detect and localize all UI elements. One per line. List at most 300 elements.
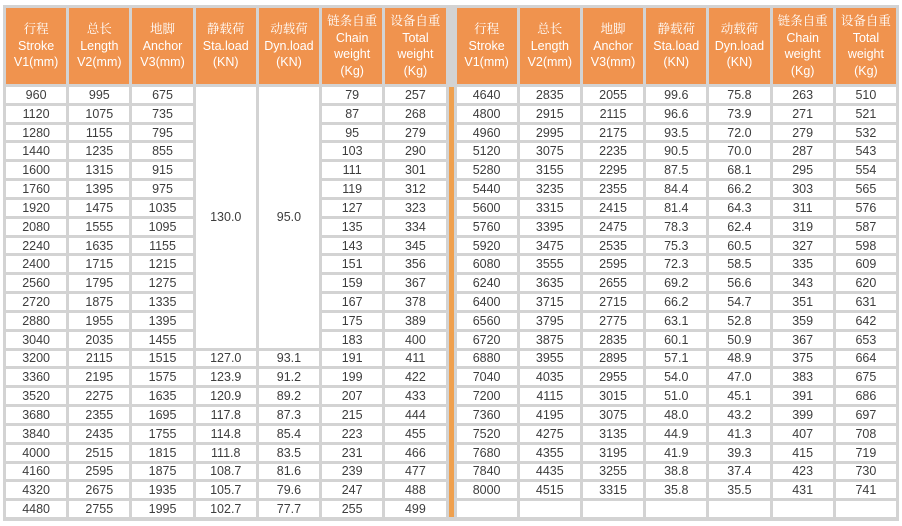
column-header-line: Chain [786, 30, 819, 45]
table-cell: 123.9 [196, 369, 256, 385]
table-cell: 367 [773, 332, 833, 348]
table-cell: 127.0 [196, 351, 256, 367]
table-cell: 343 [773, 275, 833, 291]
column-header-line: (KN) [663, 55, 690, 70]
column-header-line: weight [397, 47, 434, 61]
table-cell: 1155 [69, 125, 129, 141]
table-cell: 664 [836, 351, 896, 367]
table-cell: 60.5 [709, 238, 769, 254]
column-header-line: (Kg) [403, 63, 428, 78]
table-cell: 3715 [520, 294, 580, 310]
table-cell: 77.7 [259, 501, 319, 517]
table-cell: 223 [322, 426, 382, 442]
column-header [385, 8, 445, 84]
table-cell: 4115 [520, 388, 580, 404]
table-cell: 6720 [457, 332, 517, 348]
table-cell: 2195 [69, 369, 129, 385]
table-cell: 64.3 [709, 200, 769, 216]
column-header-line: Dyn.load [714, 38, 765, 53]
column-header [646, 8, 706, 84]
merged-load-cell: 95.0 [259, 87, 319, 348]
table-cell: 91.2 [259, 369, 319, 385]
table-cell: 6400 [457, 294, 517, 310]
table-cell: 319 [773, 219, 833, 235]
table-cell: 7360 [457, 407, 517, 423]
table-cell: 51.0 [646, 388, 706, 404]
table-cell: 3635 [520, 275, 580, 291]
table-cell: 3680 [6, 407, 66, 423]
table-cell: 5600 [457, 200, 517, 216]
table-cell: 103 [322, 143, 382, 159]
table-cell: 1475 [69, 200, 129, 216]
table-cell: 111.8 [196, 445, 256, 461]
column-header [69, 8, 129, 84]
column-header-line: 静载荷 [657, 22, 695, 37]
table-cell: 90.5 [646, 143, 706, 159]
column-header-line: Chain [335, 30, 369, 45]
table-cell: 99.6 [646, 87, 706, 103]
table-cell: 5760 [457, 219, 517, 235]
column-header-line: 总长 [86, 22, 112, 37]
table-cell: 6240 [457, 275, 517, 291]
table-cell: 6880 [457, 351, 517, 367]
column-header-line: Anchor [593, 38, 633, 53]
column-header-line: Sta.load [202, 38, 249, 53]
table-cell: 8000 [457, 482, 517, 498]
table-cell: 2435 [69, 426, 129, 442]
table-cell: 73.9 [709, 106, 769, 122]
table-cell: 56.6 [709, 275, 769, 291]
table-cell: 960 [6, 87, 66, 103]
table-cell: 263 [773, 87, 833, 103]
table-cell: 1815 [132, 445, 192, 461]
table-cell: 72.0 [709, 125, 769, 141]
table-cell: 466 [385, 445, 445, 461]
table-cell: 391 [773, 388, 833, 404]
table-cell: 151 [322, 256, 382, 272]
table-cell: 1795 [69, 275, 129, 291]
table-cell: 5440 [457, 181, 517, 197]
table-cell: 356 [385, 256, 445, 272]
table-cell: 60.1 [646, 332, 706, 348]
table-cell: 111 [322, 162, 382, 178]
table-cell: 2835 [583, 332, 643, 348]
table-cell: 1120 [6, 106, 66, 122]
table-cell: 4275 [520, 426, 580, 442]
table-cell: 351 [773, 294, 833, 310]
column-header-line: 链条自重 [777, 14, 828, 28]
table-cell: 5920 [457, 238, 517, 254]
table-cell: 4515 [520, 482, 580, 498]
table-cell: 1755 [132, 426, 192, 442]
table-cell: 4800 [457, 106, 517, 122]
table-cell: 975 [132, 181, 192, 197]
table-cell: 3040 [6, 332, 66, 348]
table-cell [457, 501, 517, 517]
table-cell: 2355 [69, 407, 129, 423]
table-cell: 3255 [583, 464, 643, 480]
table-cell: 675 [836, 369, 896, 385]
table-cell: 143 [322, 238, 382, 254]
table-cell: 95 [322, 125, 382, 141]
table-cell: 127 [322, 200, 382, 216]
table-cell: 175 [322, 313, 382, 329]
table-cell: 2655 [583, 275, 643, 291]
table-cell: 2035 [69, 332, 129, 348]
table-cell: 58.5 [709, 256, 769, 272]
table-cell: 66.2 [709, 181, 769, 197]
table-cell: 642 [836, 313, 896, 329]
table-cell: 455 [385, 426, 445, 442]
column-header-line: V3(mm) [140, 55, 185, 70]
column-header-line: (KN) [276, 55, 302, 70]
table-cell: 2515 [69, 445, 129, 461]
column-header [6, 8, 66, 84]
table-cell: 35.8 [646, 482, 706, 498]
column-header [520, 8, 580, 84]
table-cell: 2955 [583, 369, 643, 385]
table-cell: 93.5 [646, 125, 706, 141]
table-cell: 81.4 [646, 200, 706, 216]
table-cell: 499 [385, 501, 445, 517]
table-cell: 2595 [69, 464, 129, 480]
table-cell: 52.8 [709, 313, 769, 329]
table-cell: 5280 [457, 162, 517, 178]
table-cell: 183 [322, 332, 382, 348]
table-cell: 521 [836, 106, 896, 122]
table-cell: 3555 [520, 256, 580, 272]
table-cell: 50.9 [709, 332, 769, 348]
table-cell: 3235 [520, 181, 580, 197]
table-cell: 2755 [69, 501, 129, 517]
table-cell: 327 [773, 238, 833, 254]
table-cell: 2055 [583, 87, 643, 103]
table-cell: 79 [322, 87, 382, 103]
table-cell: 2235 [583, 143, 643, 159]
table-cell: 41.9 [646, 445, 706, 461]
table-cell: 119 [322, 181, 382, 197]
table-cell: 1875 [132, 464, 192, 480]
table-cell: 48.0 [646, 407, 706, 423]
table-cell: 4320 [6, 482, 66, 498]
table-cell: 93.1 [259, 351, 319, 367]
table-cell: 79.6 [259, 482, 319, 498]
table-cell: 279 [773, 125, 833, 141]
column-header [583, 8, 643, 84]
table-cell: 54.0 [646, 369, 706, 385]
table-cell: 686 [836, 388, 896, 404]
table-cell: 105.7 [196, 482, 256, 498]
column-header-line: V1(mm) [13, 55, 59, 70]
table-cell: 271 [773, 106, 833, 122]
table-cell: 415 [773, 445, 833, 461]
table-cell: 1335 [132, 294, 192, 310]
table-cell: 191 [322, 351, 382, 367]
table-cell: 75.8 [709, 87, 769, 103]
table-cell [583, 501, 643, 517]
column-header-line: 动载荷 [720, 22, 759, 37]
table-cell: 239 [322, 464, 382, 480]
column-header-line: 行程 [23, 22, 49, 37]
table-cell: 367 [385, 275, 445, 291]
table-cell: 3075 [583, 407, 643, 423]
table-cell: 85.4 [259, 426, 319, 442]
table-cell: 995 [69, 87, 129, 103]
table-cell: 741 [836, 482, 896, 498]
table-cell [646, 501, 706, 517]
column-header-line: V1(mm) [464, 55, 509, 70]
table-cell: 257 [385, 87, 445, 103]
table-cell: 4960 [457, 125, 517, 141]
table-cell: 375 [773, 351, 833, 367]
table-cell: 631 [836, 294, 896, 310]
table-cell: 422 [385, 369, 445, 385]
table-cell: 1035 [132, 200, 192, 216]
table-cell: 4195 [520, 407, 580, 423]
table-cell: 301 [385, 162, 445, 178]
table-cell: 2720 [6, 294, 66, 310]
table-cell: 1440 [6, 143, 66, 159]
column-header [709, 8, 769, 84]
table-cell: 3520 [6, 388, 66, 404]
table-cell: 2915 [520, 106, 580, 122]
table-cell: 47.0 [709, 369, 769, 385]
table-cell: 45.1 [709, 388, 769, 404]
table-cell: 1600 [6, 162, 66, 178]
table-cell: 3475 [520, 238, 580, 254]
table-cell: 102.7 [196, 501, 256, 517]
table-cell: 1715 [69, 256, 129, 272]
table-cell: 598 [836, 238, 896, 254]
table-cell: 2275 [69, 388, 129, 404]
table-cell: 4035 [520, 369, 580, 385]
table-cell: 444 [385, 407, 445, 423]
column-header-line: weight [784, 47, 821, 61]
table-cell: 114.8 [196, 426, 256, 442]
table-cell: 81.6 [259, 464, 319, 480]
table-cell: 3155 [520, 162, 580, 178]
merged-load-cell: 130.0 [196, 87, 256, 348]
table-cell: 279 [385, 125, 445, 141]
table-cell: 1920 [6, 200, 66, 216]
table-cell: 2175 [583, 125, 643, 141]
table-cell: 78.3 [646, 219, 706, 235]
column-header [132, 8, 192, 84]
column-header-line: Dyn.load [264, 38, 314, 53]
table-cell: 1935 [132, 482, 192, 498]
table-cell: 268 [385, 106, 445, 122]
table-cell: 247 [322, 482, 382, 498]
table-cell: 2675 [69, 482, 129, 498]
table-cell: 84.4 [646, 181, 706, 197]
table-cell: 323 [385, 200, 445, 216]
table-cell: 6560 [457, 313, 517, 329]
column-header-line: 链条自重 [327, 14, 378, 28]
table-cell: 719 [836, 445, 896, 461]
table-cell: 431 [773, 482, 833, 498]
table-cell: 2475 [583, 219, 643, 235]
table-cell: 407 [773, 426, 833, 442]
table-cell: 135 [322, 219, 382, 235]
table-cell: 730 [836, 464, 896, 480]
table-cell: 120.9 [196, 388, 256, 404]
table-cell: 708 [836, 426, 896, 442]
column-header-line: Total [402, 30, 429, 45]
column-header-line: 总长 [537, 22, 563, 37]
table-cell: 3075 [520, 143, 580, 159]
table-cell: 576 [836, 200, 896, 216]
table-cell: 2895 [583, 351, 643, 367]
table-cell: 167 [322, 294, 382, 310]
table-cell: 915 [132, 162, 192, 178]
table-cell: 735 [132, 106, 192, 122]
table-cell: 2995 [520, 125, 580, 141]
table-cell: 68.1 [709, 162, 769, 178]
table-cell: 7520 [457, 426, 517, 442]
table-cell: 2115 [583, 106, 643, 122]
table-cell: 2240 [6, 238, 66, 254]
table-cell: 1215 [132, 256, 192, 272]
orange-divider-stripe [449, 87, 454, 517]
column-header-line: weight [334, 47, 371, 61]
table-cell [709, 501, 769, 517]
table-cell: 543 [836, 143, 896, 159]
table-cell: 5120 [457, 143, 517, 159]
table-cell [773, 501, 833, 517]
table-cell: 3840 [6, 426, 66, 442]
table-cell: 532 [836, 125, 896, 141]
table-cell: 433 [385, 388, 445, 404]
column-header-line: (KN) [212, 55, 239, 70]
table-cell: 311 [773, 200, 833, 216]
table-cell: 389 [385, 313, 445, 329]
column-header-line: 动载荷 [270, 22, 308, 37]
table-cell: 62.4 [709, 219, 769, 235]
table-cell: 653 [836, 332, 896, 348]
column-header-line: (KN) [726, 55, 753, 70]
table-cell: 3200 [6, 351, 66, 367]
column-header-line: 地脚 [600, 22, 626, 37]
table-cell: 39.3 [709, 445, 769, 461]
table-cell: 3135 [583, 426, 643, 442]
table-cell: 1280 [6, 125, 66, 141]
column-header-line: 静载荷 [206, 22, 245, 37]
table-cell: 1695 [132, 407, 192, 423]
column-header-line: 设备自重 [840, 14, 891, 28]
column-header-line: 地脚 [150, 22, 176, 37]
table-cell: 1455 [132, 332, 192, 348]
spec-table-left-half [6, 8, 446, 517]
column-header-line: Length [530, 38, 569, 53]
table-cell: 510 [836, 87, 896, 103]
table-cell: 83.5 [259, 445, 319, 461]
table-cell: 207 [322, 388, 382, 404]
table-cell: 795 [132, 125, 192, 141]
table-cell: 1635 [132, 388, 192, 404]
table-cell: 411 [385, 351, 445, 367]
table-cell: 96.6 [646, 106, 706, 122]
table-cell: 2115 [69, 351, 129, 367]
table-cell: 69.2 [646, 275, 706, 291]
table-center-divider [449, 8, 454, 517]
column-header [259, 8, 319, 84]
table-cell: 312 [385, 181, 445, 197]
table-cell: 2775 [583, 313, 643, 329]
table-cell: 855 [132, 143, 192, 159]
column-header-line: Length [80, 38, 119, 53]
table-cell: 7040 [457, 369, 517, 385]
column-header-line: V3(mm) [590, 55, 636, 70]
column-header-line: (Kg) [854, 63, 878, 78]
table-cell: 345 [385, 238, 445, 254]
table-cell: 4355 [520, 445, 580, 461]
table-cell: 70.0 [709, 143, 769, 159]
column-header [836, 8, 896, 84]
column-header [457, 8, 517, 84]
table-cell: 48.9 [709, 351, 769, 367]
table-cell: 117.8 [196, 407, 256, 423]
column-header-line: Total [852, 30, 880, 45]
table-cell: 3015 [583, 388, 643, 404]
table-cell: 7840 [457, 464, 517, 480]
spec-table-right-half [457, 8, 897, 517]
table-cell: 488 [385, 482, 445, 498]
table-cell: 359 [773, 313, 833, 329]
table-cell: 7680 [457, 445, 517, 461]
table-cell: 1575 [132, 369, 192, 385]
table-cell: 1315 [69, 162, 129, 178]
table-cell: 2715 [583, 294, 643, 310]
column-header-line: V2(mm) [527, 55, 573, 70]
table-cell: 255 [322, 501, 382, 517]
table-cell: 87 [322, 106, 382, 122]
table-cell: 3360 [6, 369, 66, 385]
table-cell: 565 [836, 181, 896, 197]
table-cell: 1095 [132, 219, 192, 235]
table-cell: 1555 [69, 219, 129, 235]
table-cell: 3955 [520, 351, 580, 367]
table-cell: 400 [385, 332, 445, 348]
table-cell: 3315 [520, 200, 580, 216]
table-cell: 1635 [69, 238, 129, 254]
table-cell: 399 [773, 407, 833, 423]
table-cell: 7200 [457, 388, 517, 404]
column-header-line: Stroke [468, 38, 505, 53]
table-cell: 3875 [520, 332, 580, 348]
column-header-line: 行程 [474, 22, 500, 37]
table-cell: 1395 [69, 181, 129, 197]
table-cell: 1235 [69, 143, 129, 159]
table-cell: 587 [836, 219, 896, 235]
table-cell: 54.7 [709, 294, 769, 310]
column-header-line: weight [847, 47, 884, 61]
table-cell: 295 [773, 162, 833, 178]
table-cell: 1155 [132, 238, 192, 254]
table-cell: 37.4 [709, 464, 769, 480]
table-cell: 423 [773, 464, 833, 480]
table-cell: 697 [836, 407, 896, 423]
table-cell: 335 [773, 256, 833, 272]
column-header-line: 设备自重 [390, 14, 441, 28]
table-cell: 43.2 [709, 407, 769, 423]
table-cell: 159 [322, 275, 382, 291]
column-header-line: Sta.load [653, 38, 700, 53]
table-cell: 477 [385, 464, 445, 480]
table-cell: 620 [836, 275, 896, 291]
table-cell: 4640 [457, 87, 517, 103]
table-cell: 2295 [583, 162, 643, 178]
table-cell: 3795 [520, 313, 580, 329]
